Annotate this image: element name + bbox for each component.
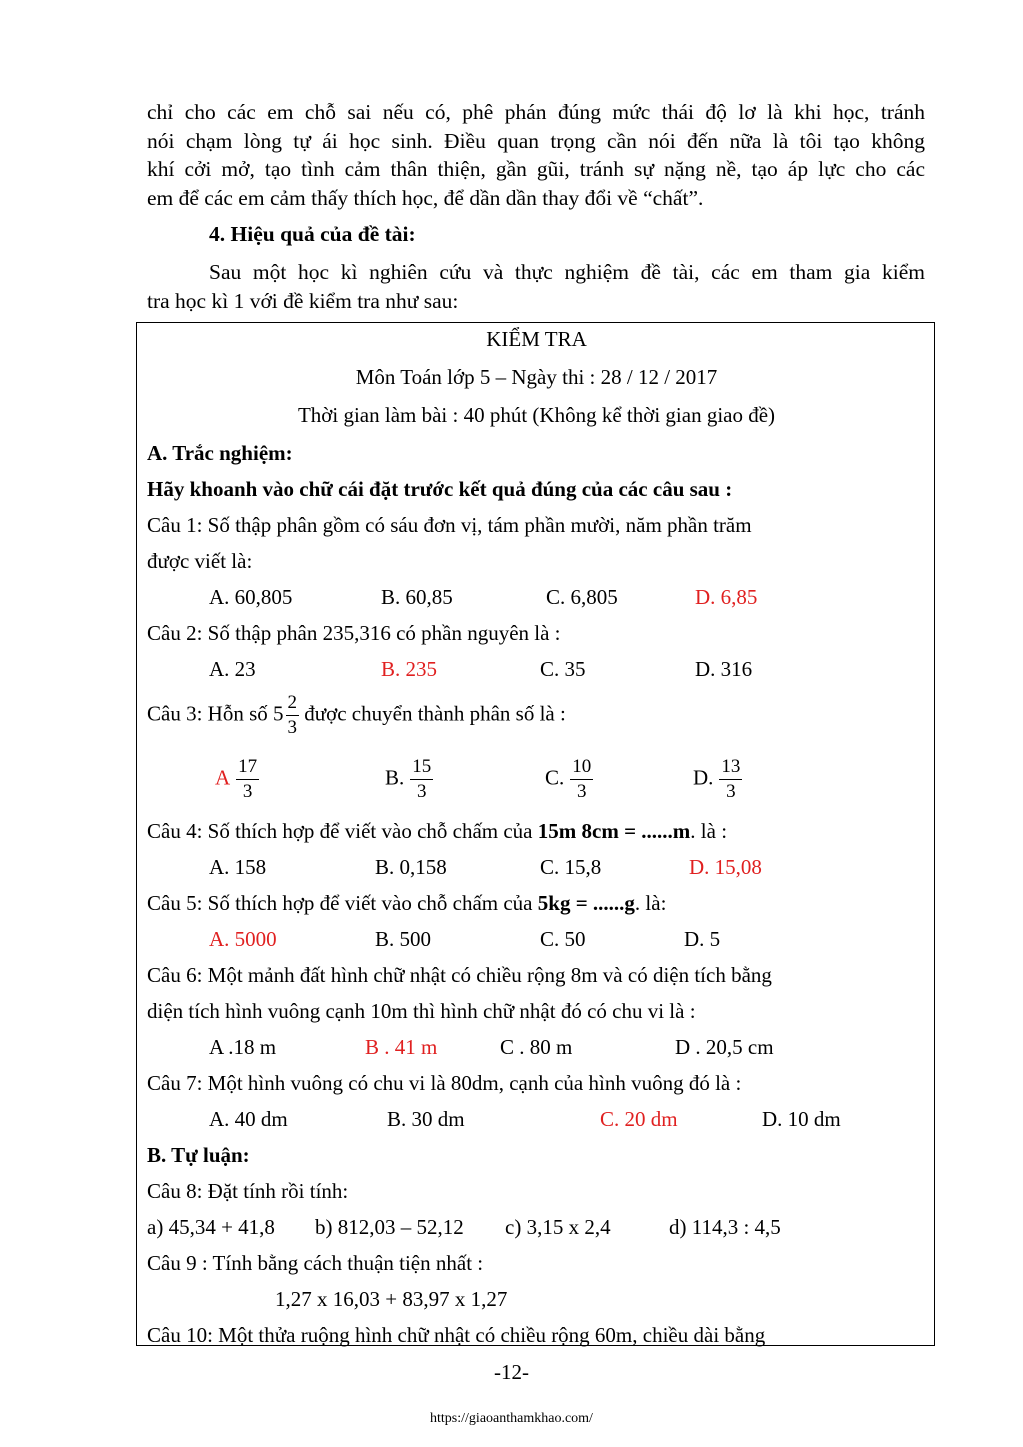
q8-item-b: b) 812,03 – 52,12 xyxy=(315,1215,464,1239)
q4-option-c: C. 15,8 xyxy=(540,855,602,879)
question-2: Câu 2: Số thập phân 235,316 có phần nguyên là : xyxy=(147,621,561,645)
q3-option-a-correct: A $\frac{17}{3}$ xyxy=(215,756,258,802)
q2-option-a: A. 23 xyxy=(209,657,256,681)
question-6: Câu 6: Một mảnh đất hình chữ nhật có chiều rộng 8m và có diện tích bằng xyxy=(147,963,772,987)
question-1: Câu 1: Số thập phân gồm có sáu đơn vị, tám phần mười, năm phần trăm xyxy=(147,513,752,537)
question-8: Câu 8: Đặt tính rồi tính: xyxy=(147,1179,349,1203)
section-line: Sau một học kì nghiên cứu và thực nghiệm đề tài, các em tham gia kiểm xyxy=(209,260,925,284)
q3-option-b: B. $\frac{15}{3}$ xyxy=(385,756,432,802)
q9-expression: 1,27 x 16,03 + 83,97 x 1,27 xyxy=(275,1287,508,1311)
q2-option-d: D. 316 xyxy=(695,657,753,681)
part-a-heading: A. Trắc nghiệm: xyxy=(147,441,293,465)
q5-option-c: C. 50 xyxy=(540,927,586,951)
q4-option-b: B. 0,158 xyxy=(375,855,447,879)
q7-option-a: A. 40 dm xyxy=(209,1107,288,1131)
section-paragraph xyxy=(147,258,925,315)
q3-suffix: được chuyển thành phân số là : xyxy=(304,701,566,726)
q6-option-d: D . 20,5 cm xyxy=(675,1035,774,1059)
q4-expression: 15m 8cm = ......m xyxy=(537,819,691,843)
exam-subject: Môn Toán lớp 5 – Ngày thi : 28 / 12 / 2017 xyxy=(355,365,718,389)
q5-option-d: D. 5 xyxy=(684,927,721,951)
part-b-heading: B. Tự luận: xyxy=(147,1143,250,1167)
question-4: Câu 4: Số thích hợp để viết vào chỗ chấm của 15m 8cm = ......m. là : xyxy=(147,819,728,843)
q2-option-b-correct: B. 235 xyxy=(381,657,438,681)
q4-option-a: A. 158 xyxy=(209,855,267,879)
q8-item-d: d) 114,3 : 4,5 xyxy=(669,1215,781,1239)
q6-option-b-correct: B . 41 m xyxy=(365,1035,438,1059)
intro-line: chỉ cho các em chỗ sai nếu có, phê phán đúng mức thái độ lơ là khi học, tránh xyxy=(147,100,925,124)
question-3 xyxy=(147,691,566,740)
q2-option-c: C. 35 xyxy=(540,657,586,681)
q3-option-c: C. $\frac{10}{3}$ xyxy=(545,756,592,802)
q5-option-a-correct: A. 5000 xyxy=(209,927,277,951)
q1-option-c: C. 6,805 xyxy=(546,585,618,609)
q3-mixed-fraction: $\frac{2}{3}$ xyxy=(287,692,297,738)
q5-option-b: B. 500 xyxy=(375,927,432,951)
q1-option-a: A. 60,805 xyxy=(209,585,293,609)
instruction: Hãy khoanh vào chữ cái đặt trước kết quả đúng của các câu sau : xyxy=(147,477,733,501)
q8-item-a: a) 45,34 + 41,8 xyxy=(147,1215,275,1239)
question-5: Câu 5: Số thích hợp để viết vào chỗ chấm của 5kg = ......g. là: xyxy=(147,891,667,915)
q7-option-c-correct: C. 20 dm xyxy=(600,1107,678,1131)
q7-option-d: D. 10 dm xyxy=(762,1107,841,1131)
exam-box xyxy=(136,322,935,1346)
q5-expression: 5kg = ......g xyxy=(537,891,635,915)
exam-title: KIỂM TRA xyxy=(486,327,587,351)
q6-option-a: A .18 m xyxy=(209,1035,277,1059)
footer-url[interactable]: https://giaoanthamkhao.com/ xyxy=(430,1411,593,1426)
intro-paragraph xyxy=(147,98,925,212)
q4-option-d-correct: D. 15,08 xyxy=(689,855,762,879)
question-7: Câu 7: Một hình vuông có chu vi là 80dm, cạnh của hình vuông đó là : xyxy=(147,1071,742,1095)
q1-option-d-correct: D. 6,85 xyxy=(695,585,758,609)
q6-option-c: C . 80 m xyxy=(500,1035,573,1059)
intro-line: nói chạm lòng tự ái học sinh. Điều quan trọng cần nói đến nữa là tôi tạo không xyxy=(147,128,925,153)
question-9: Câu 9 : Tính bằng cách thuận tiện nhất : xyxy=(147,1251,484,1275)
section-line: tra học kì 1 với đề kiểm tra như sau: xyxy=(147,288,459,313)
q8-item-c: c) 3,15 x 2,4 xyxy=(505,1215,611,1239)
q3-option-d: D. $\frac{13}{3}$ xyxy=(693,756,741,802)
question-10: Câu 10: Một thửa ruộng hình chữ nhật có chiều rộng 60m, chiều dài bằng xyxy=(147,1323,766,1347)
intro-line: em để các em cảm thấy thích học, để dần dần thay đổi về “chất”. xyxy=(147,185,704,210)
question-1-cont: được viết là: xyxy=(147,549,253,573)
intro-line: khí cởi mở, tạo tình cảm thân thiện, gần gũi, tránh sự nặng nề, tạo áp lực cho các xyxy=(147,157,925,181)
q7-option-b: B. 30 dm xyxy=(387,1107,465,1131)
q1-option-b: B. 60,85 xyxy=(381,585,453,609)
section-heading: 4. Hiệu quả của đề tài: xyxy=(209,222,416,246)
page-number: -12- xyxy=(494,1360,529,1384)
exam-time: Thời gian làm bài : 40 phút (Không kể thời gian giao đề) xyxy=(297,403,776,427)
question-6-cont: diện tích hình vuông cạnh 10m thì hình chữ nhật đó có chu vi là : xyxy=(147,999,696,1023)
q3-prefix: Câu 3: Hỗn số 5 xyxy=(147,701,284,726)
